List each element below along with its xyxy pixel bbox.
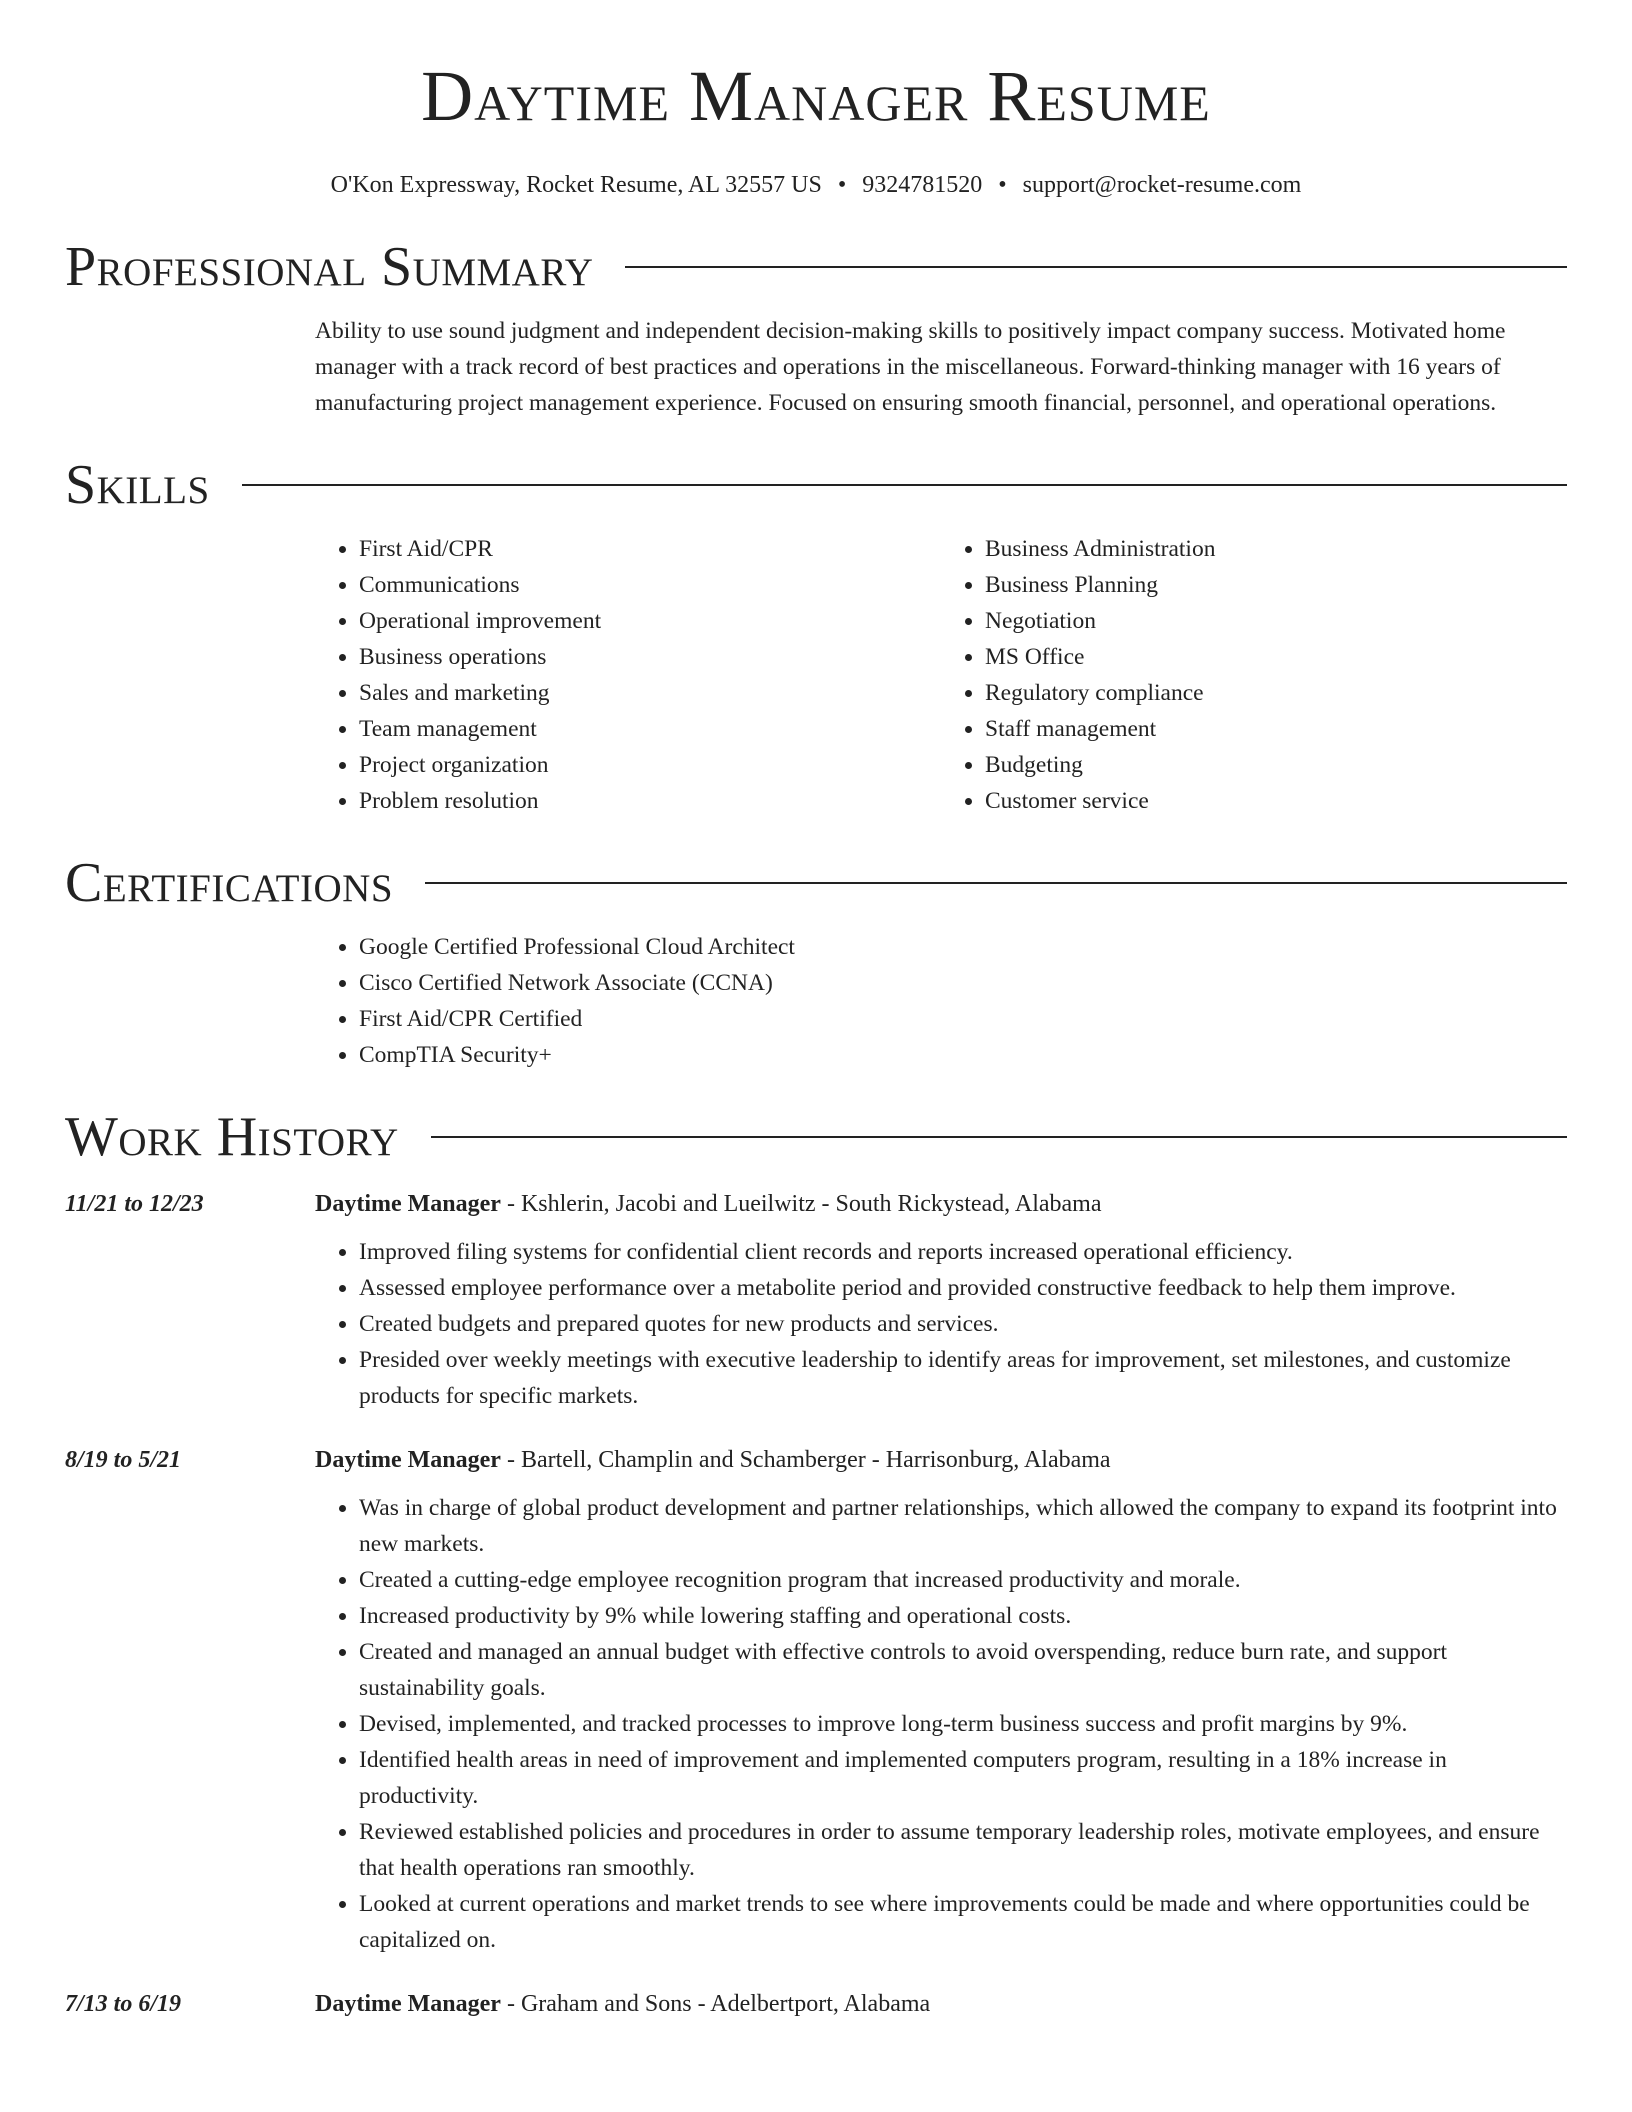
section-divider xyxy=(431,1136,1567,1138)
skill-item: • Regulatory compliance xyxy=(985,675,1567,711)
skill-item: • Business Planning xyxy=(985,567,1567,603)
job-bullet: • Presided over weekly meetings with executive leadership to identify areas for improvement, set milestones, and customize products for specific markets. xyxy=(359,1342,1567,1414)
work-history-header xyxy=(65,1106,1567,1168)
skills-section xyxy=(0,454,1632,819)
job-employer: - Kshlerin, Jacobi and Lueilwitz - South Rickystead, Alabama xyxy=(500,1191,1102,1217)
contact-separator: • xyxy=(998,172,1007,198)
contact-email: support@rocket-resume.com xyxy=(1022,172,1302,198)
contact-phone: 9324781520 xyxy=(862,172,983,198)
certifications-body xyxy=(315,929,1567,1073)
certification-item: • CompTIA Security+ xyxy=(359,1037,1567,1073)
job-header xyxy=(65,1191,1567,1218)
skill-item: • Business Administration xyxy=(985,531,1567,567)
job-bullet-list xyxy=(315,1490,1567,1958)
skills-grid xyxy=(315,531,1567,819)
skills-list-left xyxy=(315,531,941,819)
job-bullet: • Devised, implemented, and tracked processes to improve long-term business success and profit margins by 9%. xyxy=(359,1706,1567,1742)
skill-item: • Team management xyxy=(359,711,941,747)
job-entry xyxy=(65,1991,1567,2018)
skill-item: • Business operations xyxy=(359,639,941,675)
certification-item: • Cisco Certified Network Associate (CCNA) xyxy=(359,965,1567,1001)
job-header xyxy=(65,1991,1567,2018)
job-dates: 7/13 to 6/19 xyxy=(65,1991,182,2017)
certification-item: • Google Certified Professional Cloud Architect xyxy=(359,929,1567,965)
skill-item: • MS Office xyxy=(985,639,1567,675)
job-title: Daytime Manager xyxy=(315,1447,501,1473)
job-bullet: • Assessed employee performance over a metabolite period and provided constructive feedback to help them improve. xyxy=(359,1270,1567,1306)
job-entry xyxy=(65,1191,1567,1414)
skills-header xyxy=(65,454,1567,516)
skills-list-right xyxy=(941,531,1567,819)
job-bullets xyxy=(315,1234,1567,1414)
skill-item: • Operational improvement xyxy=(359,603,941,639)
skills-heading: Skills xyxy=(65,454,210,516)
job-title: Daytime Manager xyxy=(315,1991,501,2017)
skill-item: • Staff management xyxy=(985,711,1567,747)
job-bullet: • Looked at current operations and market trends to see where improvements could be made and where opportunities could be capitalized on. xyxy=(359,1886,1567,1958)
job-bullet: • Created a cutting-edge employee recognition program that increased productivity and morale. xyxy=(359,1562,1567,1598)
skill-item: • Project organization xyxy=(359,747,941,783)
summary-heading: Professional Summary xyxy=(65,236,594,298)
job-dates: 11/21 to 12/23 xyxy=(65,1191,204,1217)
work-history-section xyxy=(0,1106,1632,2018)
section-divider xyxy=(425,882,1567,884)
job-bullet: • Increased productivity by 9% while lowering staffing and operational costs. xyxy=(359,1598,1567,1634)
summary-text: Ability to use sound judgment and independent decision-making skills to positively impact company success. Motivated home manager with a track record of best practices and operations in the miscellaneous. Forward-thinking manager with 16 years of manufacturing project management experience. Focused on ensuring smooth financial, personnel, and operational operations. xyxy=(315,318,1506,416)
work-history-heading: Work History xyxy=(65,1106,399,1168)
job-heading xyxy=(315,1191,1101,1218)
skill-item: • Problem resolution xyxy=(359,783,941,819)
job-employer: - Graham and Sons - Adelbertport, Alabama xyxy=(500,1991,931,2017)
job-bullet: • Reviewed established policies and procedures in order to assume temporary leadership roles, motivate employees, and ensure that health operations ran smoothly. xyxy=(359,1814,1567,1886)
job-bullet: • Created and managed an annual budget with effective controls to avoid overspending, reduce burn rate, and support sustainability goals. xyxy=(359,1634,1567,1706)
skill-item: • Customer service xyxy=(985,783,1567,819)
skill-item: • Budgeting xyxy=(985,747,1567,783)
skill-item: • First Aid/CPR xyxy=(359,531,941,567)
certifications-header xyxy=(65,852,1567,914)
job-employer: - Bartell, Champlin and Schamberger - Harrisonburg, Alabama xyxy=(500,1447,1111,1473)
job-title: Daytime Manager xyxy=(315,1191,501,1217)
certification-item: • First Aid/CPR Certified xyxy=(359,1001,1567,1037)
job-bullets xyxy=(315,1490,1567,1958)
job-bullet: • Identified health areas in need of improvement and implemented computers program, resulting in a 18% increase in productivity. xyxy=(359,1742,1567,1814)
contact-address: O'Kon Expressway, Rocket Resume, AL 32557 US xyxy=(330,172,822,198)
job-dates: 8/19 to 5/21 xyxy=(65,1447,182,1473)
job-bullet-list xyxy=(315,1234,1567,1414)
skill-item: • Communications xyxy=(359,567,941,603)
job-bullet: • Was in charge of global product development and partner relationships, which allowed the company to expand its footprint into new markets. xyxy=(359,1490,1567,1562)
section-divider xyxy=(625,266,1567,268)
job-header xyxy=(65,1447,1567,1474)
contact-line xyxy=(0,172,1632,199)
job-entry xyxy=(65,1447,1567,1958)
certifications-section xyxy=(0,852,1632,1073)
skill-item: • Sales and marketing xyxy=(359,675,941,711)
job-heading xyxy=(315,1447,1111,1474)
skill-item: • Negotiation xyxy=(985,603,1567,639)
certifications-list xyxy=(315,929,1567,1073)
certifications-heading: Certifications xyxy=(65,852,394,914)
job-bullet: • Created budgets and prepared quotes for new products and services. xyxy=(359,1306,1567,1342)
resume-title: Daytime Manager Resume xyxy=(421,56,1211,136)
job-bullet: • Improved filing systems for confidential client records and reports increased operational efficiency. xyxy=(359,1234,1567,1270)
contact-separator: • xyxy=(837,172,847,198)
job-heading xyxy=(315,1991,930,2018)
summary-section xyxy=(0,236,1632,421)
section-divider xyxy=(242,484,1567,486)
summary-header xyxy=(65,236,1567,298)
